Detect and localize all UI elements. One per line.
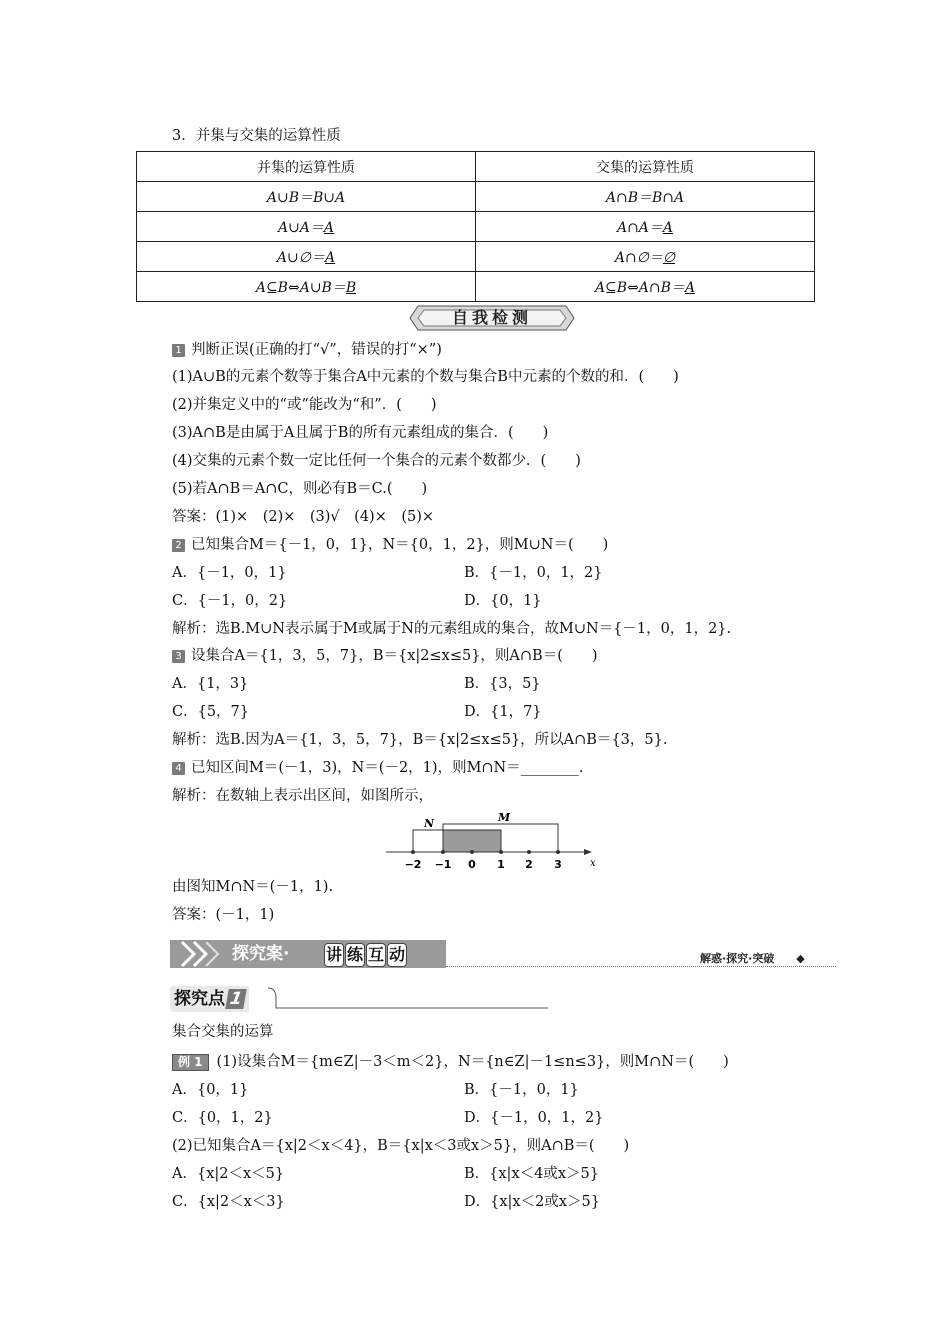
self-check-banner bbox=[408, 304, 576, 332]
tick-label: 0 bbox=[468, 858, 476, 871]
table-cell: A∩A＝A bbox=[476, 212, 815, 242]
tick-point bbox=[441, 850, 445, 854]
fill-answer: A bbox=[323, 219, 335, 236]
tick-point bbox=[470, 850, 474, 854]
example-1: 例 1 (1)设集合M＝{m∈Z|－3＜m＜2}，N＝{n∈Z|－1≤n≤3}，则M∩N＝( ) bbox=[172, 1052, 729, 1072]
fill-answer: A bbox=[324, 249, 336, 266]
question-2: 2 已知集合M＝{－1，0，1}，N＝{0，1，2}，则M∪N＝( ) bbox=[172, 535, 608, 555]
option-b: B．{－1，0，1，2} bbox=[464, 565, 603, 581]
diamond-icon: ◆ bbox=[796, 952, 805, 965]
intersection-region bbox=[443, 830, 501, 852]
question-number-badge: 3 bbox=[172, 650, 185, 663]
number-line-figure bbox=[384, 810, 600, 872]
option-b: B．{3，5} bbox=[464, 676, 541, 692]
tick-label: 3 bbox=[554, 858, 562, 871]
table-row bbox=[137, 242, 815, 272]
option-a: A．{0，1} bbox=[172, 1082, 249, 1098]
option-d: D．{－1，0，1，2} bbox=[464, 1110, 604, 1126]
fill-answer: A bbox=[684, 279, 696, 296]
table-cell: A∪B＝B∪A bbox=[137, 182, 476, 212]
question-number-badge: 2 bbox=[172, 539, 185, 552]
option-d: D．{0，1} bbox=[464, 593, 542, 609]
example-badge: 例 1 bbox=[172, 1054, 209, 1071]
question-item: (3)A∩B是由属于A且属于B的所有元素组成的集合．( ) bbox=[172, 425, 549, 441]
axis-label: x bbox=[590, 858, 596, 869]
question-1: 1 判断正误(正确的打“√”，错误的打“×”) bbox=[172, 340, 442, 360]
tick-point bbox=[527, 850, 531, 854]
explore-underline bbox=[268, 986, 552, 1012]
option-d: D．{x|x＜2或x＞5} bbox=[464, 1194, 600, 1210]
option-d: D．{1，7} bbox=[464, 704, 542, 720]
option-c: C．{－1，0，2} bbox=[172, 593, 288, 609]
table-row bbox=[137, 212, 815, 242]
question-4: 4 已知区间M＝(－1，3)，N＝(－2，1)，则M∩N＝________. bbox=[172, 758, 583, 778]
example-part-2: (2)已知集合A＝{x|2＜x＜4}，B＝{x|x＜3或x＞5}，则A∩B＝( ) bbox=[172, 1138, 630, 1154]
section-title: 探究案· bbox=[232, 944, 290, 964]
tick-point bbox=[499, 850, 503, 854]
chevron-icon bbox=[178, 940, 224, 968]
table-cell: A⊆B⇔A∩B＝A bbox=[476, 272, 815, 302]
tick-label: 2 bbox=[525, 858, 533, 871]
tick-label: −1 bbox=[434, 858, 452, 871]
option-c: C．{5，7} bbox=[172, 704, 249, 720]
table-cell: A∩B＝B∩A bbox=[476, 182, 815, 212]
fill-answer: ∅ bbox=[662, 249, 676, 266]
section-subtitle: 讲 练 互 动 bbox=[324, 943, 408, 965]
option-b: B．{x|x＜4或x＞5} bbox=[464, 1166, 599, 1182]
question-3: 3 设集合A＝{1，3，5，7}，B＝{x|2≤x≤5}，则A∩B＝( ) bbox=[172, 646, 598, 666]
question-item: (1)A∪B的元素个数等于集合A中元素的个数与集合B中元素的个数的和．( ) bbox=[172, 369, 679, 385]
axis-arrow bbox=[584, 849, 592, 855]
option-b: B．{－1，0，1} bbox=[464, 1082, 579, 1098]
question-item: (2)并集定义中的“或”能改为“和”．( ) bbox=[172, 397, 437, 413]
tick-point bbox=[411, 850, 415, 854]
banner-title: 自我检测 bbox=[451, 308, 532, 327]
question-number-badge: 1 bbox=[172, 344, 185, 357]
analysis-line: 解析：在数轴上表示出区间，如图所示， bbox=[172, 788, 433, 804]
section-tagline: 解惑·探究·突破 ◆ bbox=[700, 952, 805, 965]
tick-label: 1 bbox=[497, 858, 505, 871]
table-cell: A⊆B⇔A∪B＝B bbox=[137, 272, 476, 302]
option-c: C．{0，1，2} bbox=[172, 1110, 273, 1126]
option-a: A．{x|2＜x＜5} bbox=[172, 1166, 285, 1182]
option-a: A．{－1，0，1} bbox=[172, 565, 287, 581]
analysis-line: 解析：选B.M∪N表示属于M或属于N的元素组成的集合，故M∪N＝{－1，0，1，2}. bbox=[172, 621, 732, 637]
question-item: (4)交集的元素个数一定比任何一个集合的元素个数都少．( ) bbox=[172, 453, 581, 469]
section-heading: 3．并集与交集的运算性质 bbox=[172, 128, 341, 144]
fill-answer: A bbox=[662, 219, 674, 236]
option-c: C．{x|2＜x＜3} bbox=[172, 1194, 285, 1210]
explore-point-label: 探究点 1 bbox=[170, 986, 249, 1012]
conclusion-line: 由图知M∩N＝(－1，1). bbox=[172, 879, 334, 895]
table-row bbox=[137, 272, 815, 302]
table-header: 交集的运算性质 bbox=[476, 152, 815, 182]
tick-point bbox=[556, 850, 560, 854]
question-number-badge: 4 bbox=[172, 762, 185, 775]
topic-title: 集合交集的运算 bbox=[172, 1024, 274, 1040]
table-cell: A∪A＝A bbox=[137, 212, 476, 242]
answer-line: 答案：(－1，1) bbox=[172, 907, 275, 923]
answer-line: 答案：(1)× (2)× (3)√ (4)× (5)× bbox=[172, 509, 435, 525]
table-header-row bbox=[137, 152, 815, 182]
dotted-divider bbox=[446, 966, 836, 967]
analysis-line: 解析：选B.因为A＝{1，3，5，7}，B＝{x|2≤x≤5}，所以A∩B＝{3，5}. bbox=[172, 732, 668, 748]
tick-label: −2 bbox=[404, 858, 422, 871]
operations-table bbox=[136, 151, 815, 302]
label-m: M bbox=[498, 811, 511, 824]
table-row bbox=[137, 182, 815, 212]
option-a: A．{1，3} bbox=[172, 676, 249, 692]
table-cell: A∪∅＝A bbox=[137, 242, 476, 272]
table-cell: A∩∅＝∅ bbox=[476, 242, 815, 272]
table-header: 并集的运算性质 bbox=[137, 152, 476, 182]
label-n: N bbox=[424, 817, 435, 830]
explore-point-number: 1 bbox=[225, 989, 247, 1009]
question-item: (5)若A∩B＝A∩C，则必有B＝C.( ) bbox=[172, 481, 428, 497]
fill-answer: B bbox=[345, 279, 357, 296]
